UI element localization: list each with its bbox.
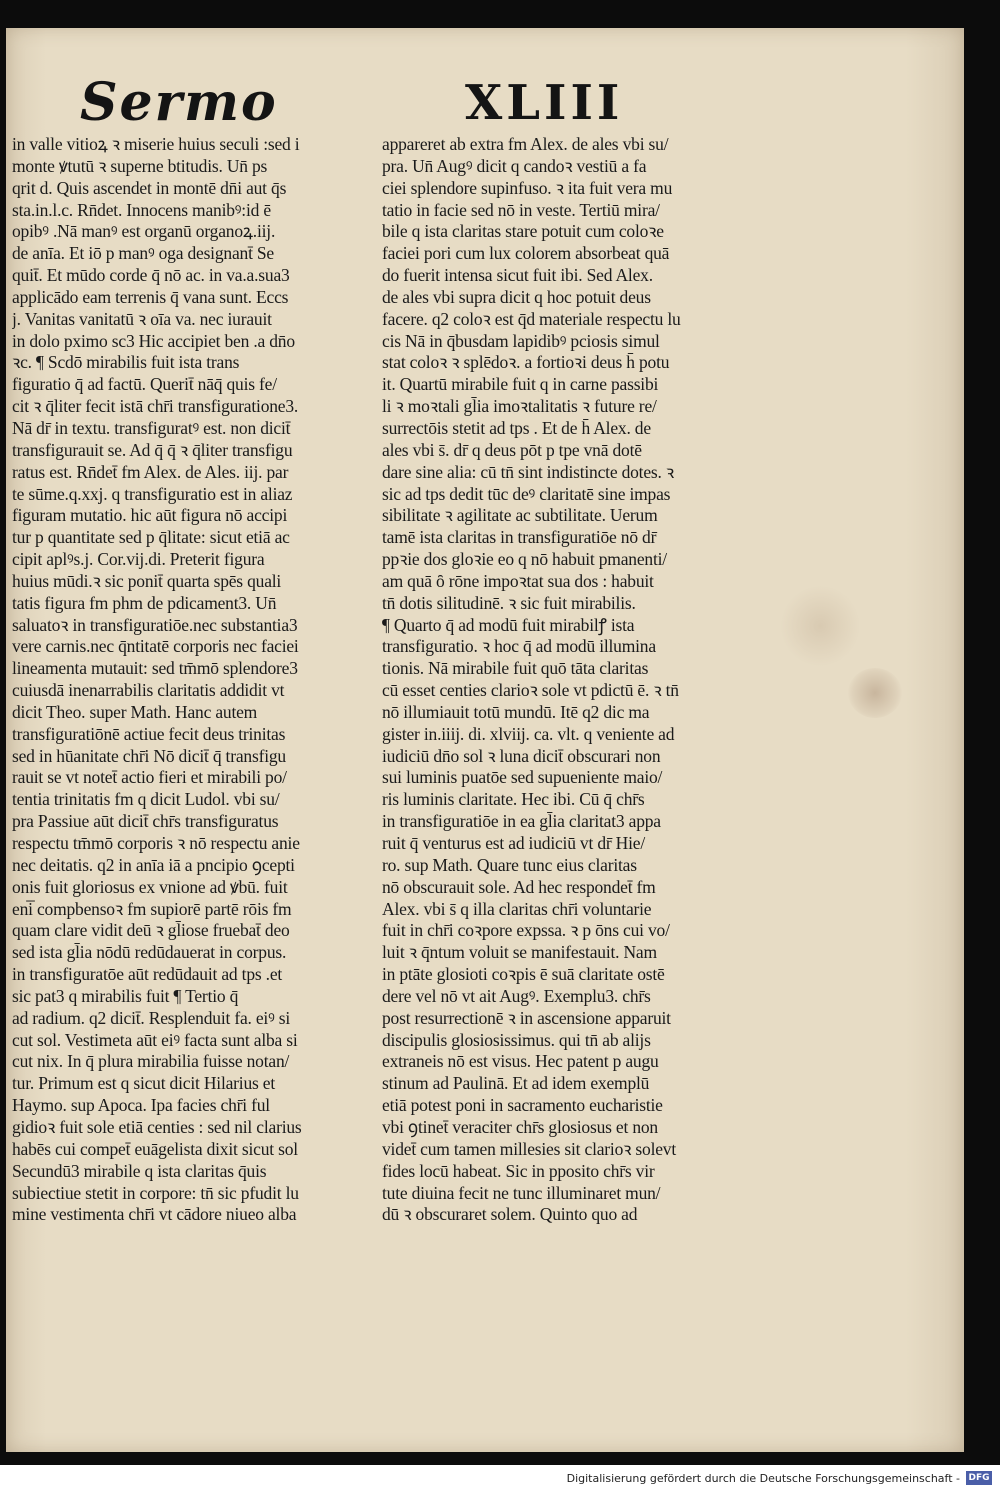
text-line: habēs cui compet̄ euāgelista dixit sicut sol (12, 1138, 298, 1159)
text-line: transfigurauit se. Ad q̄ q̄ ꝛ q̄liter transfigu (12, 439, 293, 460)
text-line: ad radium. q2 dicit̄. Resplenduit fa. eiꝰ si (12, 1007, 291, 1028)
running-head-folio-number: XLIII (465, 75, 624, 131)
text-line: gister in.iiij. di. xlviij. ca. vlt. q veniente ad (382, 723, 675, 744)
text-line: ciei splendore supinfuso. ꝛ ita fuit vera mu (382, 177, 673, 198)
text-line: sta.in.l.c. Rn̄det. Innocens manibꝰ:id ē (12, 199, 271, 220)
text-line: Secundū3 mirabile q ista claritas q̄uis (12, 1160, 267, 1181)
text-line: ppꝛie dos gloꝛie eo q nō habuit pmanenti/ (382, 549, 667, 570)
text-line: mine vestimenta chr̄i vt cādore niueo alba (12, 1204, 297, 1225)
text-line: in valle vitioꝝ ꝛ miserie huius seculi :sed i (12, 134, 300, 154)
text-line: respectu tm̄mō corporis ꝛ nō respectu anie (12, 833, 300, 853)
text-line: am quā ȏ rōne impoꝛtat sua dos : habuit (382, 570, 654, 591)
text-line: ratus est. Rn̄det̄ fm Alex. de Ales. iij. par (12, 461, 289, 482)
text-line: ris luminis claritate. Hec ibi. Cū q̄ chr̄s (382, 789, 645, 810)
text-line: transfiguratiōnē actiue fecit deus trinitas (12, 723, 286, 744)
text-line: nō illumiauit totū mundū. Itē q2 dic ma (382, 701, 650, 722)
text-line: cit ꝛ q̄liter fecit istā chr̄i transfiguratione3. (12, 396, 299, 417)
text-line: Alex. vbi s̄ q illa claritas chr̄i voluntarie (382, 898, 652, 919)
text-line: tatis figura fm phm de pdicament3. Un̄ (12, 592, 277, 613)
text-line: Haymo. sup Apoca. Ipa facies chr̄i ful (12, 1095, 270, 1116)
text-line: eni̅ compbensoꝛ fm supiorē partē rōis fm (12, 898, 292, 919)
text-line: Nā dr̄ in textu. transfiguratꝰ est. non dicit̄ (12, 417, 291, 438)
text-line: ¶ Quarto q̄ ad modū fuit mirabilꝭ ista (382, 614, 635, 635)
text-line: tur p quantitate sed p q̄litate: sicut etiā ac (12, 527, 290, 548)
text-line: rauit se vt notet̄ actio fieri et mirabili po/ (12, 767, 287, 788)
text-line: tamē ista claritas in transfiguratiōe nō dr̄ (382, 527, 657, 548)
text-line: pra. Un̄ Augꝰ dicit q candoꝛ vestiū a fa (382, 155, 647, 176)
text-line: te sūme.q.xxj. q transfiguratio est in aliaz (12, 483, 293, 504)
text-line: figuratio q̄ ad factū. Querit̄ nāq̄ quis fe/ (12, 374, 277, 395)
text-line: ales vbi s̄. dr̄ q deus pōt p tpe vnā dotē (382, 439, 642, 460)
text-line: etiā potest poni in sacramento eucharistie (382, 1095, 663, 1116)
text-line: fuit in chr̄i coꝛpore expssa. ꝛ p ōns cui vo/ (382, 920, 670, 941)
text-line: applicādo eam terrenis q̄ vana sunt. Eccs (12, 286, 289, 307)
text-line: ꝛc. ¶ Scdō mirabilis fuit ista trans (12, 352, 240, 373)
text-line: faciei pori cum lux colorem absorbeat quā (382, 243, 670, 264)
text-line: cis Nā in q̄busdam lapidibꝰ pciosis simul (382, 330, 660, 351)
text-line: cut nix. In q̄ plura mirabilia fuisse notan/ (12, 1051, 290, 1072)
text-line: videt̄ cum tamen millesies sit clarioꝛ solevt (382, 1138, 677, 1159)
text-line: it. Quartū mirabile fuit q in carne passibi (382, 374, 659, 395)
text-line: iudiciū dn̄o sol ꝛ luna dicit̄ obscurari non (382, 745, 661, 766)
text-line: tionis. Nā mirabile fuit quō tāta claritas (382, 658, 649, 679)
digitization-footer (0, 1465, 1000, 1494)
text-line: tatio in facie sed nō in veste. Tertiū mira/ (382, 199, 660, 220)
text-line: cut sol. Vestimeta aūt eiꝰ facta sunt alba si (12, 1029, 298, 1050)
text-line: ro. sup Math. Quare tunc eius claritas (382, 854, 637, 875)
text-line: sic pat3 q mirabilis fuit ¶ Tertio q̄ (12, 985, 239, 1006)
text-line: cū esset centies clarioꝛ sole vt pdictū ē. ꝛ tn̄ (382, 680, 679, 701)
text-line: in transfiguratiōe in ea gl̄ia claritat3 appa (382, 811, 661, 832)
text-line: dere vel nō vt ait Augꝰ. Exemplu3. chr̄s (382, 985, 651, 1006)
text-line: li ꝛ moꝛtali gl̄ia imoꝛtalitatis ꝛ future re/ (382, 396, 657, 417)
text-line: extraneis nō est visus. Hec patent p augu (382, 1051, 659, 1072)
text-line: tentia trinitatis fm q dicit Ludol. vbi su/ (12, 789, 280, 810)
text-line: bile q ista claritas stare potuit cum coloꝛe (382, 221, 664, 242)
text-line: surrectōis stetit ad tps . Et de h̄ Alex. de (382, 417, 651, 438)
text-line: luit ꝛ q̄ntum voluit se manifestauit. Nam (382, 942, 657, 963)
text-line: fides locū habeat. Sic in pposito chr̄s vir (382, 1160, 655, 1181)
text-line: ruit q̄ venturus est ad iudiciū vt dr̄ Hie/ (382, 833, 645, 853)
text-line: monte ꝟtutū ꝛ superne btitudis. Un̄ ps (12, 155, 268, 176)
text-line: huius mūdi.ꝛ sic ponit̄ quarta spēs quali (12, 570, 282, 591)
text-line: j. Vanitas vanitatū ꝛ oīa va. nec iurauit (12, 308, 272, 329)
text-line: quam clare vidit deū ꝛ gl̄iose fruebat̄ deo (12, 920, 290, 941)
text-line: stat coloꝛ ꝛ splēdoꝛ. a fortioꝛi deus h̄ potu (382, 352, 670, 373)
text-line: vere carnis.nec q̄ntitatē corporis nec faciei (12, 636, 299, 657)
running-head-sermo: Sermo (80, 72, 278, 133)
left-text-column (12, 134, 374, 1226)
text-line: onis fuit gloriosus ex vnione ad ꝟbū. fuit (12, 876, 288, 897)
text-line: do fuerit intensa sicut fuit ibi. Sed Alex. (382, 265, 653, 286)
text-line: appareret ab extra fm Alex. de ales vbi su/ (382, 134, 669, 154)
text-line: de anīa. Et iō p manꝰ oga designant̄ Se (12, 243, 275, 264)
text-line: cipit aplꝰs.j. Cor.vij.di. Preterit figura (12, 549, 265, 570)
text-line: gidioꝛ fuit sole etiā centies : sed nil clarius (12, 1116, 302, 1137)
text-line: in transfiguratōe aūt redūdauit ad tps .et (12, 964, 283, 985)
text-line: cuiusdā inenarrabilis claritatis addidit vt (12, 680, 285, 701)
text-line: quit̄. Et mūdo corde q̄ nō ac. in va.a.sua3 (12, 265, 290, 286)
text-line: dicit Theo. super Math. Hanc autem (12, 701, 258, 722)
right-text-column (382, 134, 744, 1226)
text-line: dare sine alia: cū tn̄ sint indistincte dotes. ꝛ (382, 461, 674, 482)
text-line: qrit d. Quis ascendet in montē dn̄i aut q̄s (12, 177, 287, 198)
funding-note: Digitalisierung gefördert durch die Deutsche Forschungsgemeinschaft - (566, 1472, 960, 1485)
text-line: pra Passiue aūt dicit̄ chr̄s transfiguratus (12, 811, 279, 832)
text-line: discipulis glosiosissimus. qui tn̄ ab alijs (382, 1029, 651, 1050)
text-line: in ptāte glosioti coꝛpis ē suā claritate ostē (382, 964, 665, 985)
text-line: opibꝰ .Nā manꝰ est organū organoꝝ.iij. (12, 221, 276, 242)
text-line: tn̄ dotis silitudinē. ꝛ sic fuit mirabilis. (382, 592, 636, 613)
text-line: saluatoꝛ in transfiguratiōe.nec substantia3 (12, 614, 298, 635)
dfg-logo: DFG (966, 1471, 992, 1485)
text-line: nō obscurauit sole. Ad hec respondet̄ fm (382, 876, 656, 897)
text-line: sibilitate ꝛ agilitate ac subtilitate. Uerum (382, 505, 658, 526)
text-line: sed in hūanitate chr̄i Nō dicit̄ q̄ transfigu (12, 745, 286, 766)
text-line: vbi ꝯtinet̄ veraciter chr̄s glosiosus et non (382, 1116, 658, 1137)
text-line: stinum ad Paulinā. Et ad idem exemplū (382, 1073, 650, 1094)
text-line: post resurrectionē ꝛ in ascensione apparuit (382, 1007, 671, 1028)
text-line: subiectiue stetit in corpore: tn̄ sic pfudit lu (12, 1182, 299, 1203)
text-line: lineamenta mutauit: sed tm̄mō splendore3 (12, 658, 298, 679)
text-line: facere. q2 coloꝛ est q̄d materiale respectu lu (382, 308, 681, 329)
text-line: figuram mutatio. hic aūt figura nō accipi (12, 505, 288, 526)
text-line: in dolo pximo sc3 Hic accipiet ben .a dn̄o (12, 330, 295, 351)
text-line: dū ꝛ obscuraret solem. Quinto quo ad (382, 1204, 638, 1225)
text-line: tur. Primum est q sicut dicit Hilarius et (12, 1073, 276, 1094)
text-line: tute diuina fecit ne tunc illuminaret mun/ (382, 1182, 661, 1203)
text-line: sic ad tps dedit tūc deꝰ claritatē sine impas (382, 483, 671, 504)
text-line: sed ista gl̄ia nōdū redūdauerat in corpus. (12, 942, 287, 963)
text-line: transfiguratio. ꝛ hoc q̄ ad modū illumina (382, 636, 656, 657)
paper-stain (848, 668, 902, 718)
text-line: sui luminis puatōe sed supueniente maio/ (382, 767, 663, 788)
text-line: nec deitatis. q2 in anīa iā a pncipio ꝯcepti (12, 854, 295, 875)
text-line: de ales vbi supra dicit q hoc potuit deus (382, 286, 651, 307)
